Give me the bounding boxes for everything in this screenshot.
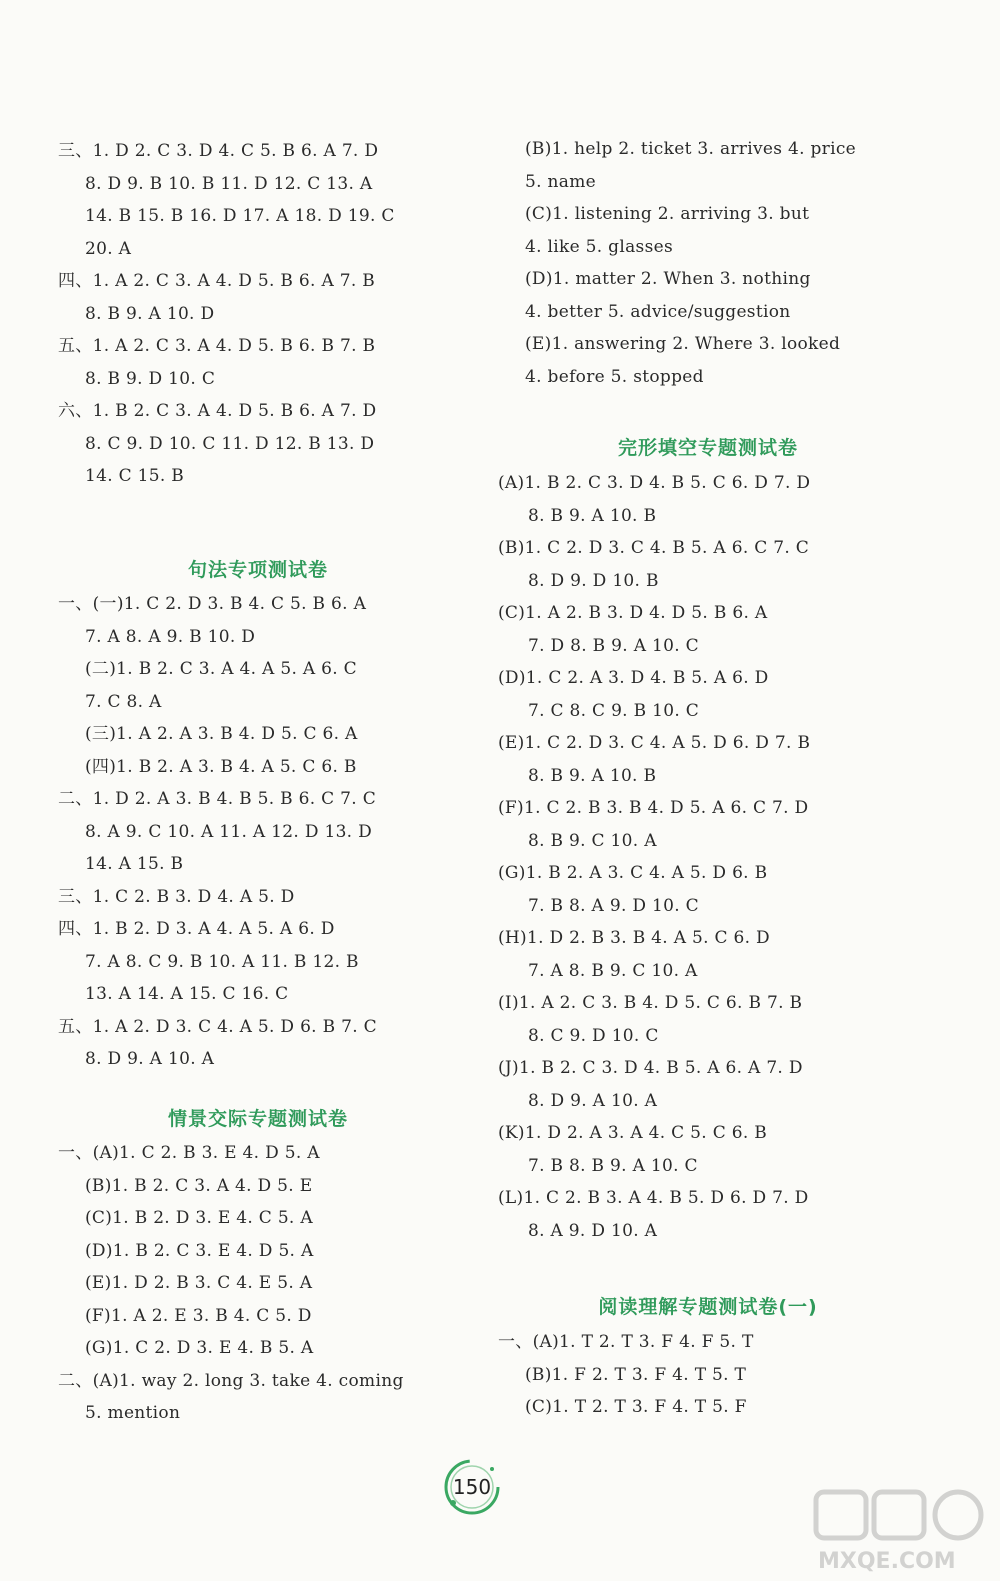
answer-line — [58, 1011, 458, 1044]
answer-line — [498, 662, 918, 695]
answer-line — [58, 913, 458, 946]
answer-text: (一)1. C 2. D 3. B 4. C 5. B 6. A — [92, 594, 367, 614]
section-label: 一、 — [58, 594, 93, 614]
answer-line — [498, 695, 918, 728]
answer-text: (C)1. listening 2. arriving 3. but — [525, 204, 810, 224]
answer-text: 5. mention — [85, 1403, 181, 1423]
answer-line — [58, 1300, 458, 1333]
answer-text: 8. B 9. C 10. A — [528, 830, 657, 851]
section-label: 二、 — [58, 1370, 93, 1391]
answer-line — [58, 1397, 458, 1430]
answer-line — [498, 857, 918, 890]
answer-line — [58, 298, 458, 331]
answer-text: 7. C 8. C 9. B 10. C — [528, 700, 700, 721]
answer-text: 1. A 2. C 3. A 4. D 5. B 6. B 7. B — [92, 336, 376, 356]
answer-line — [58, 621, 458, 654]
watermark-icon — [812, 1488, 992, 1576]
answer-line — [58, 718, 458, 751]
answer-text: (L)1. C 2. B 3. A 4. B 5. D 6. D 7. D — [498, 1188, 809, 1208]
right-section-2 — [498, 467, 918, 1247]
answer-text: (F)1. C 2. B 3. B 4. D 5. A 6. C 7. D — [498, 798, 809, 818]
answer-text: 1. B 2. D 3. A 4. A 5. A 6. D — [92, 919, 335, 939]
answer-text: 14. B 15. B 16. D 17. A 18. D 19. C — [85, 206, 395, 226]
answer-line — [498, 1391, 918, 1424]
heading-reading-comprehension-test-1: 阅读理解专题测试卷(一) — [598, 1296, 818, 1318]
answer-text: 13. A 14. A 15. C 16. C — [85, 984, 289, 1004]
answer-text: 20. A — [85, 238, 132, 259]
answer-line — [498, 500, 918, 533]
svg-text:MXQE.COM: MXQE.COM — [818, 1549, 956, 1574]
answer-text: 8. C 9. D 10. C — [528, 1025, 659, 1046]
answer-line — [498, 231, 918, 264]
answer-text: 8. D 9. D 10. B — [528, 570, 659, 591]
answer-text: 1. D 2. A 3. B 4. B 5. B 6. C 7. C — [92, 789, 376, 809]
answer-line — [498, 467, 918, 500]
answer-text: (E)1. C 2. D 3. C 4. A 5. D 6. D 7. B — [498, 733, 811, 753]
answer-line — [58, 1235, 458, 1268]
answer-line — [58, 686, 458, 719]
answer-line — [58, 395, 458, 428]
answer-line — [58, 588, 458, 621]
answer-text: 8. B 9. A 10. D — [85, 303, 215, 324]
answer-line — [58, 1365, 458, 1398]
answer-text: (E)1. D 2. B 3. C 4. E 5. A — [85, 1273, 313, 1293]
answer-line — [498, 166, 918, 199]
answer-text: (四)1. B 2. A 3. B 4. A 5. C 6. B — [85, 756, 357, 777]
answer-line — [58, 1170, 458, 1203]
answer-text: (F)1. A 2. E 3. B 4. C 5. D — [85, 1305, 312, 1326]
left-section-3 — [58, 1137, 458, 1430]
answer-text: (J)1. B 2. C 3. D 4. B 5. A 6. A 7. D — [498, 1058, 803, 1078]
section-label: 六、 — [58, 401, 93, 421]
answer-line — [498, 1150, 918, 1183]
answer-line — [498, 198, 918, 231]
answer-text: (G)1. C 2. D 3. E 4. B 5. A — [85, 1338, 314, 1358]
heading-syntax-test: 句法专项测试卷 — [187, 559, 328, 581]
answer-text: 7. A 8. A 9. B 10. D — [85, 626, 256, 647]
answer-text: 8. B 9. D 10. C — [85, 368, 216, 389]
answer-line — [58, 135, 458, 168]
answer-text: 8. D 9. B 10. B 11. D 12. C 13. A — [85, 173, 373, 194]
answer-line — [58, 881, 458, 914]
answer-text: 8. B 9. A 10. B — [528, 765, 657, 786]
answer-line — [498, 1182, 918, 1215]
answer-line — [58, 1043, 458, 1076]
answer-line — [498, 760, 918, 793]
page-number-badge — [440, 1455, 504, 1519]
answer-line — [498, 1215, 918, 1248]
answer-text: 7. B 8. B 9. A 10. C — [528, 1155, 698, 1176]
answer-line — [58, 428, 458, 461]
watermark-logo — [812, 1488, 992, 1576]
answer-text: 7. A 8. C 9. B 10. A 11. B 12. B — [85, 951, 359, 972]
answer-line — [58, 460, 458, 493]
answer-text: (D)1. matter 2. When 3. nothing — [525, 269, 811, 289]
answer-text: (A)1. C 2. B 3. E 4. D 5. A — [92, 1143, 320, 1163]
answer-text: (D)1. B 2. C 3. E 4. D 5. A — [85, 1240, 314, 1261]
answer-text: 4. better 5. advice/suggestion — [525, 301, 791, 322]
answer-text: (K)1. D 2. A 3. A 4. C 5. C 6. B — [498, 1123, 768, 1143]
answer-text: (A)1. way 2. long 3. take 4. coming — [92, 1370, 404, 1391]
section-label: 三、 — [58, 141, 93, 161]
answer-text: (H)1. D 2. B 3. B 4. A 5. C 6. D — [498, 928, 770, 948]
answer-text: 8. D 9. A 10. A — [528, 1090, 658, 1111]
answer-text: 1. A 2. D 3. C 4. A 5. D 6. B 7. C — [92, 1016, 377, 1037]
left-section-2 — [58, 588, 458, 1076]
answer-text: (B)1. F 2. T 3. F 4. T 5. T — [525, 1364, 747, 1385]
answer-line — [58, 330, 458, 363]
answer-line — [58, 1332, 458, 1365]
answer-line — [498, 630, 918, 663]
left-section-1 — [58, 135, 458, 493]
right-section-3 — [498, 1326, 918, 1424]
answer-text: 7. D 8. B 9. A 10. C — [528, 635, 699, 656]
answer-text: 14. C 15. B — [85, 466, 185, 486]
answer-line — [498, 296, 918, 329]
answer-line — [58, 1202, 458, 1235]
answer-line — [58, 1137, 458, 1170]
answer-text: (C)1. T 2. T 3. F 4. T 5. F — [525, 1397, 747, 1417]
answer-line — [498, 565, 918, 598]
answer-text: 4. before 5. stopped — [525, 366, 704, 387]
answer-line — [498, 1085, 918, 1118]
answer-line — [498, 263, 918, 296]
answer-line — [58, 233, 458, 266]
answer-text: 8. D 9. A 10. A — [85, 1049, 215, 1069]
answer-line — [498, 922, 918, 955]
answer-line — [498, 890, 918, 923]
answer-line — [498, 825, 918, 858]
answer-text: (C)1. B 2. D 3. E 4. C 5. A — [85, 1208, 313, 1228]
right-section-1 — [498, 133, 918, 393]
answer-line — [498, 1020, 918, 1053]
answer-line — [498, 328, 918, 361]
answer-text: (D)1. C 2. A 3. D 4. B 5. A 6. D — [498, 668, 769, 688]
section-label: 五、 — [58, 1016, 93, 1037]
answer-text: 4. like 5. glasses — [525, 236, 673, 257]
answer-line — [58, 653, 458, 686]
answer-line — [498, 133, 918, 166]
answer-text: (二)1. B 2. C 3. A 4. A 5. A 6. C — [85, 659, 357, 679]
answer-text: 8. A 9. D 10. A — [528, 1220, 658, 1241]
answer-text: 1. D 2. C 3. D 4. C 5. B 6. A 7. D — [92, 141, 379, 161]
section-label: 三、 — [58, 886, 93, 907]
answer-text: 1. B 2. C 3. A 4. D 5. B 6. A 7. D — [92, 401, 377, 421]
answer-text: (B)1. C 2. D 3. C 4. B 5. A 6. C 7. C — [498, 538, 810, 558]
section-label: 四、 — [58, 271, 93, 291]
answer-line — [58, 848, 458, 881]
answer-line — [498, 361, 918, 394]
answer-text: (A)1. B 2. C 3. D 4. B 5. C 6. D 7. D — [498, 473, 811, 493]
answer-line — [58, 751, 458, 784]
answer-line — [498, 727, 918, 760]
section-label: 一、 — [58, 1143, 93, 1163]
answer-line — [58, 1267, 458, 1300]
answer-line — [498, 1052, 918, 1085]
answer-text: (A)1. T 2. T 3. F 4. F 5. T — [532, 1332, 754, 1352]
answer-line — [498, 1359, 918, 1392]
answer-line — [498, 792, 918, 825]
answer-text: (三)1. A 2. A 3. B 4. D 5. C 6. A — [85, 724, 358, 744]
answer-line — [58, 946, 458, 979]
answer-text: 8. A 9. C 10. A 11. A 12. D 13. D — [85, 821, 373, 842]
answer-line — [58, 363, 458, 396]
answer-text: (B)1. help 2. ticket 3. arrives 4. price — [525, 139, 857, 159]
answer-text: 7. B 8. A 9. D 10. C — [528, 895, 699, 916]
answer-line — [58, 816, 458, 849]
section-label: 一、 — [498, 1332, 533, 1352]
answer-text: 7. C 8. A — [85, 691, 162, 712]
answer-line — [58, 168, 458, 201]
answer-line — [58, 978, 458, 1011]
answer-text: (B)1. B 2. C 3. A 4. D 5. E — [85, 1175, 313, 1196]
answer-text: 8. B 9. A 10. B — [528, 505, 657, 526]
answer-text: 1. A 2. C 3. A 4. D 5. B 6. A 7. B — [92, 271, 376, 291]
heading-situational-dialogue-test: 情景交际专题测试卷 — [167, 1108, 348, 1130]
section-label: 五、 — [58, 336, 93, 356]
answer-text: 8. C 9. D 10. C 11. D 12. B 13. D — [85, 433, 375, 454]
answer-text: (E)1. answering 2. Where 3. looked — [525, 334, 841, 354]
answer-line — [58, 783, 458, 816]
answer-text: (I)1. A 2. C 3. B 4. D 5. C 6. B 7. B — [498, 993, 803, 1013]
answer-line — [498, 1326, 918, 1359]
answer-line — [498, 532, 918, 565]
answer-line — [498, 955, 918, 988]
section-label: 四、 — [58, 919, 93, 939]
answer-text: 14. A 15. B — [85, 854, 184, 874]
answer-text: (C)1. A 2. B 3. D 4. D 5. B 6. A — [498, 603, 768, 623]
answer-line — [498, 1117, 918, 1150]
answer-line — [498, 987, 918, 1020]
answer-text: 1. C 2. B 3. D 4. A 5. D — [92, 886, 295, 907]
answer-line — [58, 200, 458, 233]
answer-text: 7. A 8. B 9. C 10. A — [528, 960, 698, 981]
answer-line — [498, 597, 918, 630]
answer-text: 5. name — [525, 171, 596, 192]
section-label: 二、 — [58, 789, 93, 809]
answer-text: (G)1. B 2. A 3. C 4. A 5. D 6. B — [498, 863, 768, 883]
page-number: 150 — [452, 1475, 492, 1499]
answer-line — [58, 265, 458, 298]
heading-cloze-test: 完形填空专题测试卷 — [617, 437, 798, 459]
